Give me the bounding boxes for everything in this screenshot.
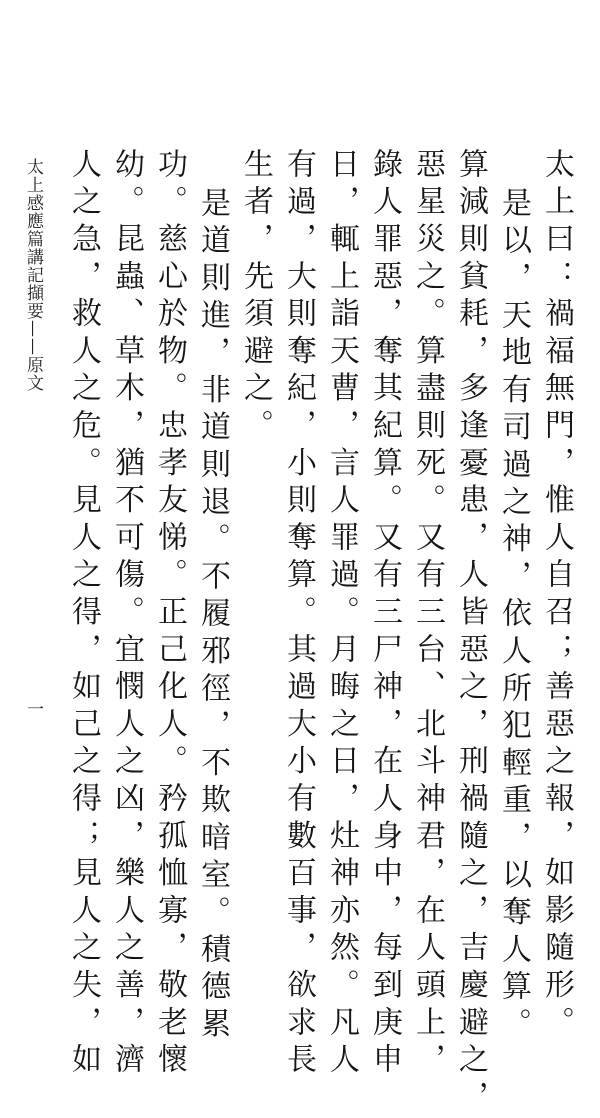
text-column-7: 有過，大則奪紀，小則奪算。其過大小有數百事，欲求長 bbox=[281, 148, 316, 1081]
text-column-10: 功。慈心於物。忠孝友悌。正己化人。矜孤恤寡，敬老懷 bbox=[152, 148, 187, 1081]
running-head: 太上感應篇講記擷要——原文 bbox=[23, 158, 43, 392]
page-number: 一 bbox=[23, 700, 43, 717]
text-column-3: 算減則貧耗，多逢憂患，人皆惡之，刑禍隨之，吉慶避之， bbox=[453, 148, 488, 1118]
text-column-5: 錄人罪惡，奪其紀算。又有三尸神，在人身中，每到庚申 bbox=[367, 148, 402, 1081]
text-column-8: 生者，先須避之。 bbox=[238, 148, 273, 447]
text-column-2: 是以，天地有司過之神，依人所犯輕重，以奪人算。 bbox=[496, 187, 531, 1045]
text-column-1: 太上曰：禍福無門，惟人自召；善惡之報，如影隨形。 bbox=[539, 148, 574, 1044]
text-column-11: 幼。昆蟲、草木，猶不可傷。宜憫人之凶，樂人之善，濟 bbox=[109, 148, 144, 1081]
text-column-4: 惡星災之。算盡則死。又有三台、北斗神君，在人頭上， bbox=[410, 148, 445, 1081]
text-column-9: 是道則進，非道則退。不履邪徑，不欺暗室。積德累 bbox=[195, 187, 230, 1045]
text-column-6: 日，輒上詣天曹，言人罪過。月晦之日，灶神亦然。凡人 bbox=[324, 148, 359, 1081]
text-column-12: 人之急，救人之危。見人之得，如己之得；見人之失，如 bbox=[66, 148, 101, 1081]
